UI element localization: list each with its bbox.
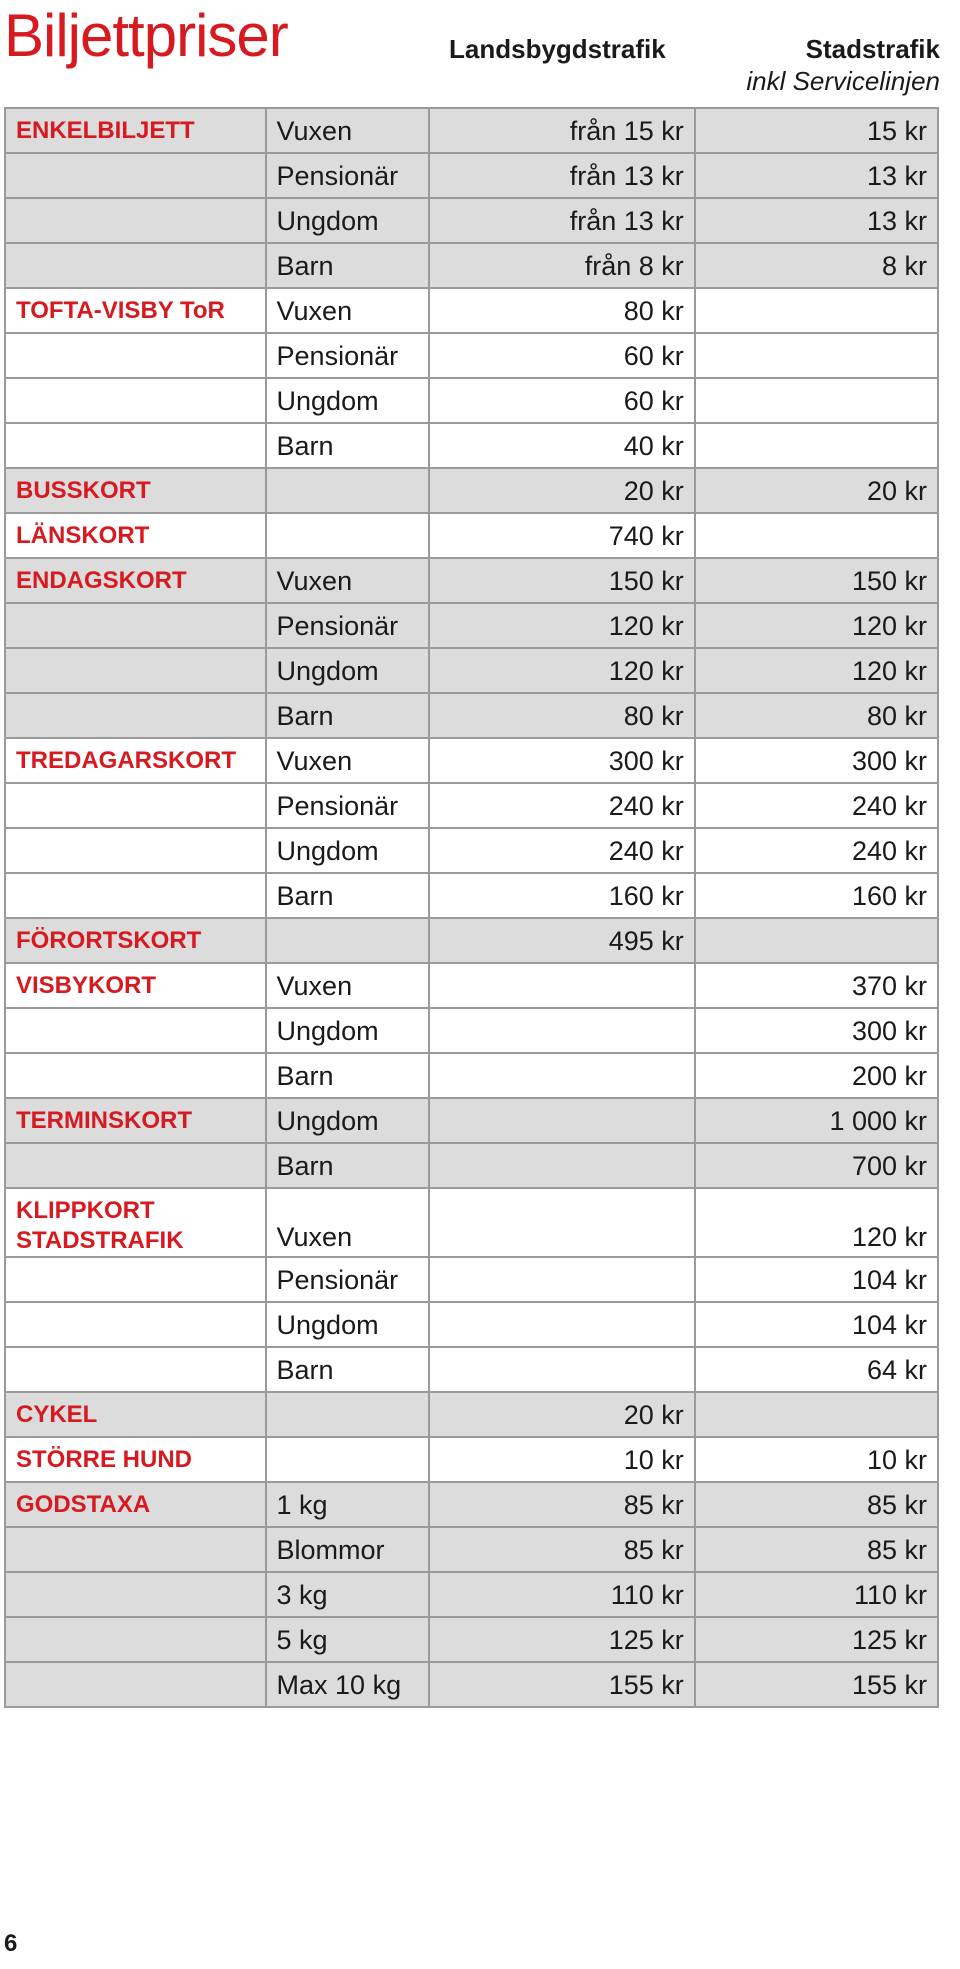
table-row (5, 1527, 938, 1572)
category-cell: STÖRRE HUND (5, 1437, 266, 1482)
stad-price-cell: 1 000 kr (695, 1098, 938, 1143)
stad-price-cell: 13 kr (695, 153, 938, 198)
stad-price-cell: 8 kr (695, 243, 938, 288)
table-row (5, 1053, 938, 1098)
stad-price-cell (695, 1392, 938, 1437)
passenger-type-cell: Barn (266, 693, 430, 738)
stad-price-cell (695, 918, 938, 963)
landsbygd-price-cell (429, 1143, 695, 1188)
passenger-type-cell: Barn (266, 1053, 430, 1098)
passenger-type-cell: Pensionär (266, 603, 430, 648)
landsbygd-price-cell: 150 kr (429, 558, 695, 603)
table-row (5, 873, 938, 918)
table-row (5, 1098, 938, 1143)
landsbygd-price-cell (429, 1188, 695, 1257)
category-cell: BUSSKORT (5, 468, 266, 513)
landsbygd-price-cell: 85 kr (429, 1482, 695, 1527)
landsbygd-price-cell: 10 kr (429, 1437, 695, 1482)
table-row (5, 1302, 938, 1347)
category-cell (5, 198, 266, 243)
page-title: Biljettpriser (4, 2, 288, 69)
column-header-stad: Stadstrafik (805, 34, 940, 64)
table-row (5, 603, 938, 648)
table-row (5, 108, 938, 153)
landsbygd-price-cell: 80 kr (429, 693, 695, 738)
table-row (5, 558, 938, 603)
landsbygd-price-cell: 240 kr (429, 828, 695, 873)
stad-price-cell: 13 kr (695, 198, 938, 243)
landsbygd-price-cell (429, 1302, 695, 1347)
table-row (5, 1188, 938, 1257)
landsbygd-price-cell (429, 1098, 695, 1143)
passenger-type-cell: 5 kg (266, 1617, 430, 1662)
category-cell (5, 1302, 266, 1347)
passenger-type-cell: Pensionär (266, 783, 430, 828)
landsbygd-price-cell: 300 kr (429, 738, 695, 783)
landsbygd-price-cell: 160 kr (429, 873, 695, 918)
landsbygd-price-cell: 120 kr (429, 603, 695, 648)
stad-price-cell: 64 kr (695, 1347, 938, 1392)
table-row (5, 1662, 938, 1707)
table-row (5, 828, 938, 873)
landsbygd-price-cell: 125 kr (429, 1617, 695, 1662)
category-cell (5, 603, 266, 648)
stad-price-cell: 240 kr (695, 783, 938, 828)
table-row (5, 1572, 938, 1617)
landsbygd-price-cell (429, 1008, 695, 1053)
stad-price-cell (695, 378, 938, 423)
stad-price-cell: 300 kr (695, 1008, 938, 1053)
stad-price-cell: 10 kr (695, 1437, 938, 1482)
passenger-type-cell: Ungdom (266, 1008, 430, 1053)
passenger-type-cell: Vuxen (266, 288, 430, 333)
stad-price-cell: 110 kr (695, 1572, 938, 1617)
table-row (5, 1617, 938, 1662)
stad-price-cell: 370 kr (695, 963, 938, 1008)
stad-price-cell (695, 423, 938, 468)
category-cell (5, 1053, 266, 1098)
category-cell: FÖRORTSKORT (5, 918, 266, 963)
table-row (5, 333, 938, 378)
passenger-type-cell: Vuxen (266, 738, 430, 783)
category-cell: KLIPPKORT STADSTRAFIK (5, 1188, 266, 1257)
table-row (5, 513, 938, 558)
passenger-type-cell (266, 918, 430, 963)
landsbygd-price-cell: 495 kr (429, 918, 695, 963)
table-row (5, 378, 938, 423)
category-cell: TOFTA-VISBY ToR (5, 288, 266, 333)
category-cell (5, 1008, 266, 1053)
passenger-type-cell (266, 513, 430, 558)
stad-price-cell (695, 288, 938, 333)
category-cell: ENDAGSKORT (5, 558, 266, 603)
passenger-type-cell: Ungdom (266, 648, 430, 693)
category-cell (5, 828, 266, 873)
category-cell (5, 648, 266, 693)
stad-price-cell: 120 kr (695, 603, 938, 648)
passenger-type-cell: Blommor (266, 1527, 430, 1572)
landsbygd-price-cell: 155 kr (429, 1662, 695, 1707)
passenger-type-cell: Ungdom (266, 1098, 430, 1143)
table-row (5, 693, 938, 738)
landsbygd-price-cell (429, 1347, 695, 1392)
stad-price-cell: 104 kr (695, 1302, 938, 1347)
category-cell (5, 693, 266, 738)
category-cell (5, 1257, 266, 1302)
passenger-type-cell (266, 468, 430, 513)
table-row (5, 738, 938, 783)
table-row (5, 468, 938, 513)
table-row (5, 423, 938, 468)
landsbygd-price-cell: 60 kr (429, 333, 695, 378)
category-cell (5, 1617, 266, 1662)
landsbygd-price-cell: 240 kr (429, 783, 695, 828)
category-cell (5, 1572, 266, 1617)
category-cell: VISBYKORT (5, 963, 266, 1008)
stad-price-cell: 120 kr (695, 1188, 938, 1257)
landsbygd-price-cell (429, 1257, 695, 1302)
category-cell (5, 783, 266, 828)
table-row (5, 1143, 938, 1188)
landsbygd-price-cell: 20 kr (429, 468, 695, 513)
table-row (5, 1008, 938, 1053)
landsbygd-price-cell: 20 kr (429, 1392, 695, 1437)
table-row (5, 918, 938, 963)
landsbygd-price-cell: 80 kr (429, 288, 695, 333)
table-row (5, 783, 938, 828)
passenger-type-cell (266, 1392, 430, 1437)
passenger-type-cell: Ungdom (266, 1302, 430, 1347)
landsbygd-price-cell: från 8 kr (429, 243, 695, 288)
landsbygd-price-cell: 740 kr (429, 513, 695, 558)
category-cell (5, 153, 266, 198)
stad-price-cell: 155 kr (695, 1662, 938, 1707)
landsbygd-price-cell: 40 kr (429, 423, 695, 468)
passenger-type-cell: Barn (266, 423, 430, 468)
table-row (5, 963, 938, 1008)
passenger-type-cell: Ungdom (266, 198, 430, 243)
category-cell (5, 1662, 266, 1707)
landsbygd-price-cell: 110 kr (429, 1572, 695, 1617)
table-row (5, 153, 938, 198)
table-row (5, 1257, 938, 1302)
landsbygd-price-cell: 120 kr (429, 648, 695, 693)
passenger-type-cell: 1 kg (266, 1482, 430, 1527)
passenger-type-cell: Vuxen (266, 558, 430, 603)
stad-price-cell: 200 kr (695, 1053, 938, 1098)
stad-price-cell: 125 kr (695, 1617, 938, 1662)
stad-price-cell: 85 kr (695, 1527, 938, 1572)
category-cell: TREDAGARSKORT (5, 738, 266, 783)
stad-price-cell: 700 kr (695, 1143, 938, 1188)
stad-price-cell: 150 kr (695, 558, 938, 603)
table-row (5, 1437, 938, 1482)
category-cell (5, 378, 266, 423)
landsbygd-price-cell: från 13 kr (429, 153, 695, 198)
passenger-type-cell: Pensionär (266, 153, 430, 198)
passenger-type-cell: Ungdom (266, 828, 430, 873)
stad-price-cell (695, 333, 938, 378)
category-cell: TERMINSKORT (5, 1098, 266, 1143)
category-cell: ENKELBILJETT (5, 108, 266, 153)
stad-price-cell: 120 kr (695, 648, 938, 693)
table-row (5, 198, 938, 243)
stad-price-cell: 300 kr (695, 738, 938, 783)
passenger-type-cell: Barn (266, 243, 430, 288)
category-cell (5, 243, 266, 288)
passenger-type-cell: Barn (266, 1347, 430, 1392)
passenger-type-cell: Barn (266, 1143, 430, 1188)
category-cell (5, 1347, 266, 1392)
passenger-type-cell (266, 1437, 430, 1482)
passenger-type-cell: Vuxen (266, 1188, 430, 1257)
passenger-type-cell: Pensionär (266, 1257, 430, 1302)
landsbygd-price-cell: 85 kr (429, 1527, 695, 1572)
category-cell: LÄNSKORT (5, 513, 266, 558)
stad-price-cell: 240 kr (695, 828, 938, 873)
table-row (5, 648, 938, 693)
stad-price-cell: 15 kr (695, 108, 938, 153)
category-cell: CYKEL (5, 1392, 266, 1437)
category-cell (5, 873, 266, 918)
table-row (5, 1347, 938, 1392)
landsbygd-price-cell: från 15 kr (429, 108, 695, 153)
passenger-type-cell: 3 kg (266, 1572, 430, 1617)
column-header-landsbygd: Landsbygdstrafik (449, 34, 666, 64)
table-row (5, 1482, 938, 1527)
passenger-type-cell: Ungdom (266, 378, 430, 423)
landsbygd-price-cell (429, 963, 695, 1008)
price-table (4, 107, 939, 1708)
landsbygd-price-cell: från 13 kr (429, 198, 695, 243)
passenger-type-cell: Vuxen (266, 108, 430, 153)
stad-price-cell: 85 kr (695, 1482, 938, 1527)
table-row (5, 288, 938, 333)
passenger-type-cell: Max 10 kg (266, 1662, 430, 1707)
passenger-type-cell: Vuxen (266, 963, 430, 1008)
category-cell (5, 1143, 266, 1188)
landsbygd-price-cell (429, 1053, 695, 1098)
stad-price-cell: 160 kr (695, 873, 938, 918)
landsbygd-price-cell: 60 kr (429, 378, 695, 423)
table-row (5, 243, 938, 288)
column-subheader-stad: inkl Servicelinjen (746, 66, 940, 96)
stad-price-cell (695, 513, 938, 558)
category-cell: GODSTAXA (5, 1482, 266, 1527)
passenger-type-cell: Pensionär (266, 333, 430, 378)
passenger-type-cell: Barn (266, 873, 430, 918)
table-row (5, 1392, 938, 1437)
category-cell (5, 1527, 266, 1572)
category-cell (5, 423, 266, 468)
stad-price-cell: 80 kr (695, 693, 938, 738)
page-number: 6 (4, 1930, 18, 1957)
stad-price-cell: 20 kr (695, 468, 938, 513)
stad-price-cell: 104 kr (695, 1257, 938, 1302)
category-cell (5, 333, 266, 378)
